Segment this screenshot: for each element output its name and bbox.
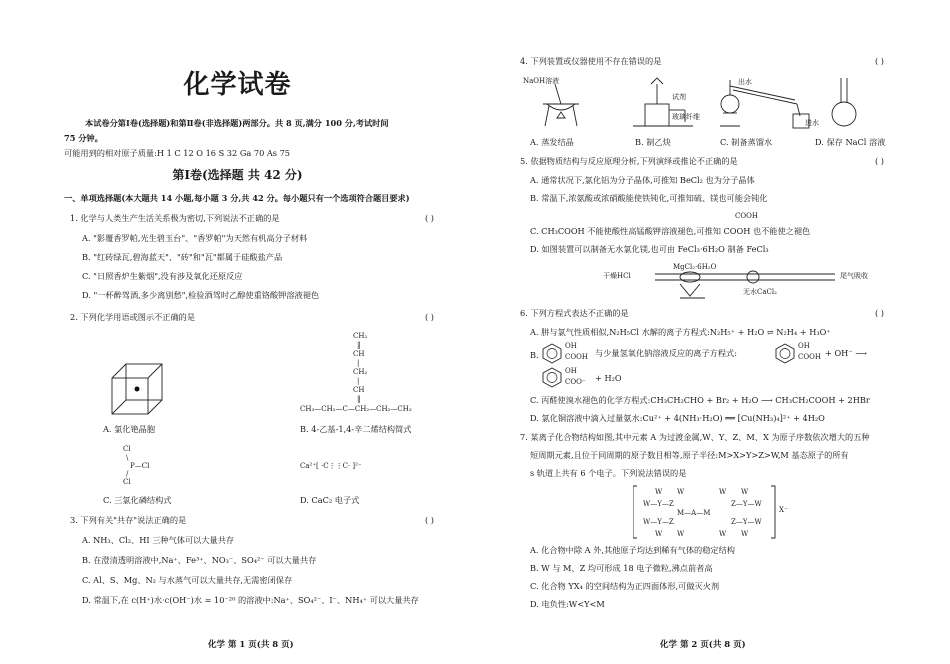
q1-option-a: A. "影覆香罗帕,光生碧玉台"、"香罗帕"为天然有机高分子材料: [82, 233, 308, 243]
q7-option-b: B. W 与 M、Z 均可形成 18 电子微粒,沸点前者高: [530, 563, 713, 573]
label-glass-fiber: 玻璃纤维: [672, 113, 700, 121]
svg-text:W: W: [677, 488, 685, 496]
svg-text:W—Y—Z: W—Y—Z: [643, 518, 674, 526]
q4-option-c: C. 制备蒸馏水: [720, 137, 773, 147]
q5-option-a: A. 通常状况下,氯化铝为分子晶体,可推知 BeCl₂ 也为分子晶体: [530, 175, 755, 185]
q3-option-c: C. Al、S、Mg、N₂ 与水蒸气可以大量共存,无需密闭保存: [82, 575, 293, 585]
q2-option-a: A. 氯化铯晶胞: [103, 424, 156, 434]
q2-option-d: D. CaC₂ 电子式: [300, 495, 360, 505]
q1-option-b: B. "红砖绿瓦,碧海蓝天"、"砖"和"瓦"都属于硅酸盐产品: [82, 252, 283, 262]
q1-option-c: C. "日照香炉生紫烟",没有涉及氧化还原反应: [82, 271, 243, 281]
q6-option-a: A. 肼与氯气性质相似,N₂H₅Cl 水解的离子方程式:N₂H₅⁺ + H₂O ⇌ N₂H₄ + H₃O⁺: [530, 327, 831, 337]
q6-option-b-text: 与少量氢氧化钠溶液反应的离子方程式:: [595, 348, 737, 358]
atomic-mass: 可能用到的相对原子质量:H 1 C 12 O 16 S 32 Ga 70 As 75: [64, 148, 291, 158]
q7-stem-line-1: 7. 某离子化合物结构如图,其中元素 A 为过渡金属,W、Y、Z、M、X 为原子序数依次增大的五种: [520, 432, 870, 442]
q6-option-c: C. 丙醛使溴水褪色的化学方程式:CH₃CH₂CHO + Br₂ + H₂O ⟶ CH₃CH₂COOH + 2HBr: [530, 395, 870, 405]
q7-option-a: A. 化合物中除 A 外,其他原子均达到稀有气体的稳定结构: [530, 545, 735, 555]
q6-option-d: D. 氯化铜溶液中滴入过量氨水:Cu²⁺ + 4(NH₃·H₂O) ══ [Cu(NH₃)₄]²⁺ + 4H₂O: [530, 413, 825, 423]
q6b-prod-oh: OH: [798, 342, 810, 350]
benzene-ring-icon: [540, 342, 564, 364]
page-1: 化学试卷 本试卷分第Ⅰ卷(选择题)和第Ⅱ卷(非选择题)两部分。共 8 页,满分 100 分,考试时间 75 分钟。 可能用到的相对原子质量:H 1 C 12 O 16 S 32 Ga 70 As 75 第Ⅰ卷(选择题 共 42 分) 一、单项选择题(本大题共 14 小题,每小题 3 分,共 42 分。每小题只有一个选项符合题目要求) 1. 化学与人类生产生活关系极为密切,下列说法不正确的是 ( ) A. "影覆香罗帕,光生碧玉台"、"香罗帕"为天然有机高分子材料 B. "红砖绿瓦,碧海蓝天"、"砖"和"瓦"都属于硅酸盐产品 C. "日照香炉生紫烟",没有涉及氧化还原反应 D. "一杯醉驾酒,多少离别愁",检验酒驾时乙醇使重铬酸钾溶液褪色 2. 下列化学用语或图示不正确的是 ( ) CH₂ ‖ CH | CH₂ | CH ‖ CH₃—CH₂—C—CH₂—CH₂—CH₃ A. 氯化铯晶胞 B. 4-乙基-1,4-辛二烯结构简式 Cl \ P—Cl / Cl Ca²⁺[ ·C⋮⋮C· ]²⁻ C. 三氯化磷结构式 D. CaC₂ 电子式 3. 下列有关"共存"说法正确的是 ( ) A. NH₃、Cl₂、HI 三种气体可以大量共存 B. 在澄清透明溶液中,Na⁺、Fe³⁺、NO₃⁻、SO₄²⁻ 可以大量共存 C. Al、S、Mg、N₂ 与水蒸气可以大量共存,无需密闭保存 D. 常温下,在 c(H⁺)水·c(OH⁻)水 = 10⁻²⁰ 的溶液中:Na⁺、SO₄²⁻、I⁻、NH₄⁺ 可以大量共存 化学 第 1 页(共 8 页): [0, 0, 475, 664]
q6-stem: 6. 下列方程式表达不正确的是: [520, 308, 629, 318]
section-instructions: 一、单项选择题(本大题共 14 小题,每小题 3 分,共 42 分。每小题只有一个选项符合题目要求): [64, 193, 410, 203]
q6b-cooh: COOH: [565, 353, 588, 361]
svg-text:W: W: [719, 488, 727, 496]
intro-line-2: 75 分钟。: [64, 133, 103, 143]
q6b-oh: OH: [565, 342, 577, 350]
q2-stem: 2. 下列化学用语或图示不正确的是: [70, 312, 196, 322]
q6b-prod2-oh: OH: [565, 367, 577, 375]
q3-stem: 3. 下列有关"共存"说法正确的是: [70, 515, 187, 525]
svg-text:W: W: [655, 530, 663, 538]
svg-text:M—A—M: M—A—M: [677, 509, 711, 517]
q1-stem: 1. 化学与人类生产生活关系极为密切,下列说法不正确的是: [70, 213, 280, 223]
q6-option-b-label: B.: [530, 350, 539, 360]
q5-option-c: C. CH₃COOH 不能使酸性高锰酸钾溶液褪色,可推知 COOH 也不能使之褪色: [530, 226, 811, 236]
q4-stem: 4. 下列装置或仪器使用不存在错误的是: [520, 56, 662, 66]
q3-option-a: A. NH₃、Cl₂、HI 三种气体可以大量共存: [82, 535, 235, 545]
svg-text:W: W: [741, 488, 749, 496]
q5-option-b: B. 常温下,浓氨酸或浓硝酸能使铁钝化,可推知硫、镁也可能会钝化: [530, 193, 768, 203]
q2-option-b: B. 4-乙基-1,4-辛二烯结构简式: [300, 424, 412, 434]
page-title: 化学试卷: [183, 70, 292, 100]
label-reagent: 试剂: [672, 93, 686, 101]
section-title: 第Ⅰ卷(选择题 共 42 分): [172, 168, 303, 182]
q7-counter-ion: X⁻: [779, 506, 788, 514]
q6b-plus-oh: + OH⁻ ⟶: [825, 348, 867, 358]
label-water-in: 进水: [805, 119, 819, 127]
q3-option-b: B. 在澄清透明溶液中,Na⁺、Fe³⁺、NO₃⁻、SO₄²⁻ 可以大量共存: [82, 555, 317, 565]
q2b-main-chain: CH₃—CH₂—C—CH₂—CH₂—CH₃: [300, 405, 412, 413]
q4-option-a: A. 蒸发结晶: [530, 137, 574, 147]
svg-text:Z—Y—W: Z—Y—W: [731, 500, 762, 508]
q5-option-d: D. 如图装置可以制备无水氯化镁,也可由 FeCl₃·6H₂O 制备 FeCl₃: [530, 244, 769, 254]
q4-option-d: D. 保存 NaCl 溶液: [815, 137, 886, 147]
q6b-prod2-coo: COO⁻: [565, 378, 586, 386]
q7-option-c: C. 化合物 YX₄ 的空间结构为正四面体形,可做灭火剂: [530, 581, 720, 591]
label-water-out: 出水: [738, 78, 752, 86]
q1-option-d: D. "一杯醉驾酒,多少离别愁",检验酒驾时乙醇使重铬酸钾溶液褪色: [82, 290, 320, 300]
cscl-unit-cell-figure: [108, 360, 168, 418]
q5-answer-paren: ( ): [875, 156, 884, 166]
svg-text:W—Y—Z: W—Y—Z: [643, 500, 674, 508]
q5-stem: 5. 依据物质结构与反应原理分析,下列演绎或推论不正确的是: [520, 156, 738, 166]
svg-text:Z—Y—W: Z—Y—W: [731, 518, 762, 526]
page-2: [475, 0, 950, 664]
q4-option-b: B. 制乙炔: [635, 137, 671, 147]
q3-option-d: D. 常温下,在 c(H⁺)水·c(OH⁻)水 = 10⁻²⁰ 的溶液中:Na⁺、SO₄²⁻、I⁻、NH₄⁺ 可以大量共存: [82, 595, 419, 605]
page-footer-1: 化学 第 1 页(共 8 页): [208, 640, 294, 650]
q6-answer-paren: ( ): [875, 308, 884, 318]
label-naoh: NaOH溶液: [523, 77, 560, 85]
q2-option-c: C. 三氯化磷结构式: [103, 495, 172, 505]
label-dry-hcl: 干燥HCl: [603, 272, 631, 280]
q1-answer-paren: ( ): [425, 213, 434, 223]
intro-line-1: 本试卷分第Ⅰ卷(选择题)和第Ⅱ卷(非选择题)两部分。共 8 页,满分 100 分,考试时间: [85, 118, 389, 128]
label-tail-gas: 尾气吸收: [840, 272, 868, 280]
cac2-electron-formula: Ca²⁺[ ·C⋮⋮C· ]²⁻: [300, 462, 362, 470]
q6b-prod-cooh: COOH: [798, 353, 821, 361]
q2b-ch-1: CH: [353, 350, 365, 358]
svg-text:W: W: [655, 488, 663, 496]
q7-ion-structure-figure: [633, 484, 783, 540]
q4-answer-paren: ( ): [875, 56, 884, 66]
pcl3-p-cl: P—Cl: [130, 462, 150, 470]
q5c-cooh-top: COOH: [735, 212, 758, 220]
label-cacl2: 无水CaCl₂: [743, 288, 777, 296]
pcl3-cl-bottom: Cl: [123, 478, 131, 486]
label-mgcl2: MgCl₂·6H₂O: [673, 263, 717, 271]
benzene-ring-icon: [540, 366, 564, 388]
q3-answer-paren: ( ): [425, 515, 434, 525]
svg-text:W: W: [677, 530, 685, 538]
svg-text:W: W: [719, 530, 727, 538]
q4-apparatus-figure: [525, 74, 905, 130]
benzene-ring-icon: [773, 342, 797, 364]
page-footer-2: 化学 第 2 页(共 8 页): [660, 640, 746, 650]
pcl3-cl-top: Cl: [123, 445, 131, 453]
q2b-ch2-mid: CH₂: [353, 368, 368, 376]
svg-text:W: W: [741, 530, 749, 538]
q2-answer-paren: ( ): [425, 312, 434, 322]
q7-stem-line-2: 短周期元素,且位于同周期的原子数目相等,原子半径:M>X>Y>Z>W,M 基态原子的所有: [530, 450, 849, 460]
q6b-plus-water: + H₂O: [595, 373, 622, 383]
q7-stem-line-3: s 轨道上共有 6 个电子。下列说法错误的是: [530, 468, 687, 478]
q7-option-d: D. 电负性:W<Y<M: [530, 599, 605, 609]
q2b-ch2-top: CH₂: [353, 332, 368, 340]
q2b-ch-2: CH: [353, 386, 365, 394]
